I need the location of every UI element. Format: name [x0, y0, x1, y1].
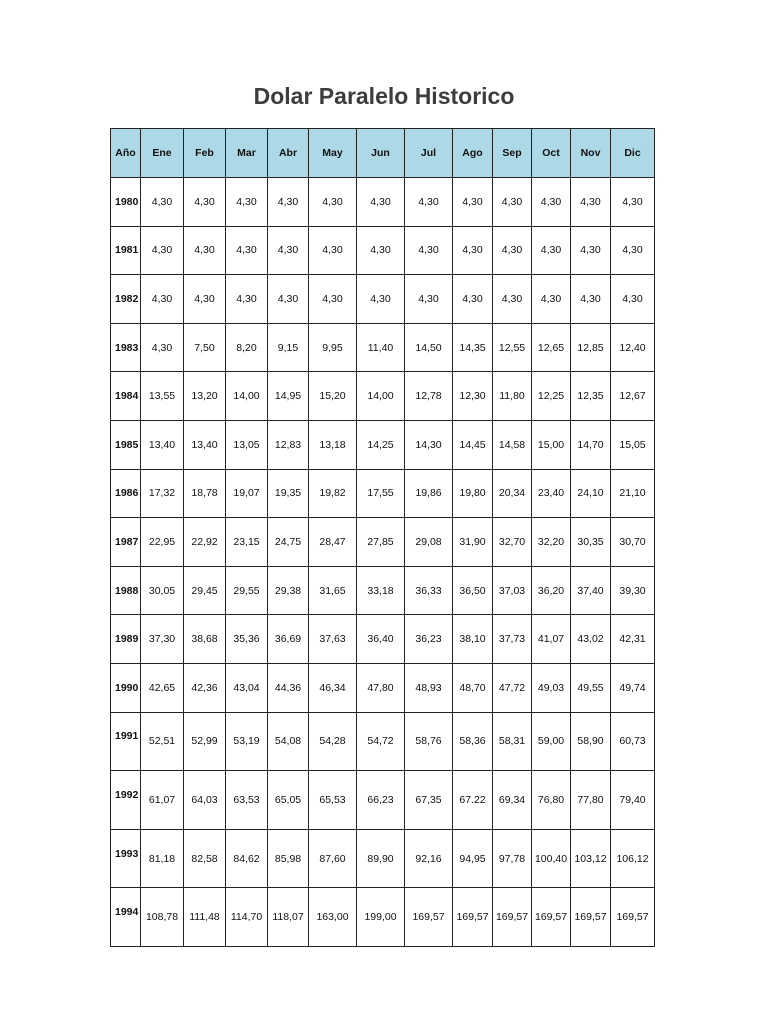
column-header-month: Dic [611, 129, 655, 178]
rate-cell: 46,34 [309, 663, 357, 712]
rate-cell: 4,30 [611, 178, 655, 227]
page-title: Dolar Paralelo Historico [253, 83, 515, 109]
rate-cell: 106,12 [611, 829, 655, 888]
rate-cell: 4,30 [309, 226, 357, 275]
rate-cell: 4,30 [226, 178, 268, 227]
rate-cell: 15,05 [611, 420, 655, 469]
rate-cell: 65,53 [309, 771, 357, 830]
rate-cell: 14,25 [357, 420, 405, 469]
rate-cell: 67,35 [405, 771, 453, 830]
rate-cell: 17,32 [141, 469, 184, 518]
rate-cell: 37,40 [571, 566, 611, 615]
year-cell: 1980 [111, 178, 141, 227]
rate-cell: 4,30 [532, 275, 571, 324]
rate-cell: 29,45 [184, 566, 226, 615]
rate-cell: 14,35 [453, 323, 493, 372]
rate-cell: 12,25 [532, 372, 571, 421]
year-cell: 1984 [111, 372, 141, 421]
rate-cell: 169,57 [405, 888, 453, 947]
rate-cell: 27,85 [357, 518, 405, 567]
table-row [111, 226, 655, 275]
rate-cell: 49,03 [532, 663, 571, 712]
rate-cell: 12,55 [493, 323, 532, 372]
rate-cell: 14,70 [571, 420, 611, 469]
column-header-month: May [309, 129, 357, 178]
rate-cell: 14,95 [268, 372, 309, 421]
rate-cell: 69,34 [493, 771, 532, 830]
table-row [111, 178, 655, 227]
rate-cell: 14,45 [453, 420, 493, 469]
rate-cell: 12,35 [571, 372, 611, 421]
rate-cell: 4,30 [357, 275, 405, 324]
rate-cell: 39,30 [611, 566, 655, 615]
rate-cell: 13,40 [141, 420, 184, 469]
rate-cell: 14,50 [405, 323, 453, 372]
rate-cell: 15,20 [309, 372, 357, 421]
year-cell: 1992 [111, 771, 141, 830]
rate-cell: 12,40 [611, 323, 655, 372]
rate-cell: 54,72 [357, 712, 405, 771]
rate-cell: 29,08 [405, 518, 453, 567]
rate-cell: 24,75 [268, 518, 309, 567]
rate-cell: 24,10 [571, 469, 611, 518]
rate-cell: 29,55 [226, 566, 268, 615]
rate-cell: 23,15 [226, 518, 268, 567]
rate-cell: 77,80 [571, 771, 611, 830]
rate-cell: 108,78 [141, 888, 184, 947]
rate-cell: 100,40 [532, 829, 571, 888]
year-cell: 1983 [111, 323, 141, 372]
rate-cell: 7,50 [184, 323, 226, 372]
rate-cell: 54,28 [309, 712, 357, 771]
rate-cell: 13,20 [184, 372, 226, 421]
table-row [111, 888, 655, 947]
rate-cell: 4,30 [309, 275, 357, 324]
rate-cell: 118,07 [268, 888, 309, 947]
year-cell: 1994 [111, 888, 141, 947]
rate-cell: 58,31 [493, 712, 532, 771]
rate-cell: 4,30 [268, 275, 309, 324]
rate-cell: 4,30 [571, 226, 611, 275]
rate-cell: 31,90 [453, 518, 493, 567]
rate-cell: 82,58 [184, 829, 226, 888]
rate-cell: 4,30 [493, 275, 532, 324]
rate-cell: 13,18 [309, 420, 357, 469]
rate-cell: 4,30 [493, 178, 532, 227]
rate-cell: 4,30 [453, 275, 493, 324]
table-row [111, 372, 655, 421]
exchange-rate-table [110, 128, 655, 947]
rate-cell: 12,67 [611, 372, 655, 421]
column-header-month: Feb [184, 129, 226, 178]
year-cell: 1987 [111, 518, 141, 567]
rate-cell: 4,30 [226, 226, 268, 275]
rate-cell: 4,30 [184, 178, 226, 227]
rate-cell: 58,90 [571, 712, 611, 771]
rate-cell: 14,58 [493, 420, 532, 469]
rate-cell: 37,03 [493, 566, 532, 615]
rate-cell: 44,36 [268, 663, 309, 712]
rate-cell: 4,30 [184, 226, 226, 275]
rate-cell: 36,40 [357, 615, 405, 664]
rate-cell: 12,83 [268, 420, 309, 469]
rate-cell: 59,00 [532, 712, 571, 771]
rate-cell: 4,30 [141, 226, 184, 275]
rate-cell: 64,03 [184, 771, 226, 830]
rate-cell: 4,30 [532, 178, 571, 227]
rate-cell: 169,57 [532, 888, 571, 947]
rate-cell: 4,30 [141, 275, 184, 324]
rate-cell: 42,36 [184, 663, 226, 712]
rate-cell: 169,57 [571, 888, 611, 947]
rate-cell: 19,86 [405, 469, 453, 518]
rate-cell: 199,00 [357, 888, 405, 947]
column-header-month: Abr [268, 129, 309, 178]
year-cell: 1993 [111, 829, 141, 888]
table-row [111, 469, 655, 518]
rate-cell: 67.22 [453, 771, 493, 830]
rate-cell: 169,57 [453, 888, 493, 947]
rate-cell: 14,00 [226, 372, 268, 421]
rate-cell: 47,80 [357, 663, 405, 712]
rate-cell: 4,30 [357, 226, 405, 275]
rate-cell: 49,55 [571, 663, 611, 712]
rate-cell: 13,55 [141, 372, 184, 421]
column-header-year: Año [111, 129, 141, 178]
rate-cell: 4,30 [571, 275, 611, 324]
rate-cell: 37,73 [493, 615, 532, 664]
rate-cell: 37,63 [309, 615, 357, 664]
column-header-month: Ago [453, 129, 493, 178]
rate-cell: 38,68 [184, 615, 226, 664]
rate-cell: 169,57 [611, 888, 655, 947]
rate-cell: 12,78 [405, 372, 453, 421]
rate-cell: 14,30 [405, 420, 453, 469]
rate-cell: 36,23 [405, 615, 453, 664]
rate-cell: 163,00 [309, 888, 357, 947]
column-header-month: Oct [532, 129, 571, 178]
rate-cell: 36,33 [405, 566, 453, 615]
rate-cell: 65,05 [268, 771, 309, 830]
rate-cell: 12,65 [532, 323, 571, 372]
rate-cell: 4,30 [405, 178, 453, 227]
rate-cell: 4,30 [405, 275, 453, 324]
rate-cell: 9,95 [309, 323, 357, 372]
rate-cell: 38,10 [453, 615, 493, 664]
rate-cell: 4,30 [184, 275, 226, 324]
rate-cell: 103,12 [571, 829, 611, 888]
year-cell: 1991 [111, 712, 141, 771]
rate-cell: 53,19 [226, 712, 268, 771]
rate-cell: 4,30 [226, 275, 268, 324]
rate-cell: 79,40 [611, 771, 655, 830]
rate-cell: 30,05 [141, 566, 184, 615]
table-row [111, 420, 655, 469]
year-cell: 1982 [111, 275, 141, 324]
rate-cell: 92,16 [405, 829, 453, 888]
rate-cell: 11,40 [357, 323, 405, 372]
rate-cell: 37,30 [141, 615, 184, 664]
rate-cell: 43,02 [571, 615, 611, 664]
rate-cell: 4,30 [357, 178, 405, 227]
column-header-month: Mar [226, 129, 268, 178]
rate-cell: 4,30 [453, 178, 493, 227]
rate-cell: 42,65 [141, 663, 184, 712]
rate-cell: 42,31 [611, 615, 655, 664]
rate-cell: 32,70 [493, 518, 532, 567]
rate-cell: 19,82 [309, 469, 357, 518]
year-cell: 1988 [111, 566, 141, 615]
column-header-month: Jun [357, 129, 405, 178]
rate-cell: 20,34 [493, 469, 532, 518]
year-cell: 1986 [111, 469, 141, 518]
rate-cell: 52,51 [141, 712, 184, 771]
year-cell: 1981 [111, 226, 141, 275]
rate-cell: 48,70 [453, 663, 493, 712]
rate-cell: 94,95 [453, 829, 493, 888]
rate-cell: 81,18 [141, 829, 184, 888]
rate-cell: 19,80 [453, 469, 493, 518]
rate-cell: 35,36 [226, 615, 268, 664]
rate-cell: 4,30 [571, 178, 611, 227]
rate-cell: 47,72 [493, 663, 532, 712]
rate-cell: 4,30 [141, 323, 184, 372]
rate-cell: 13,40 [184, 420, 226, 469]
table-row [111, 829, 655, 888]
rate-cell: 17,55 [357, 469, 405, 518]
rate-cell: 4,30 [405, 226, 453, 275]
rate-cell: 15,00 [532, 420, 571, 469]
rate-cell: 87,60 [309, 829, 357, 888]
rate-cell: 9,15 [268, 323, 309, 372]
rate-cell: 61,07 [141, 771, 184, 830]
rate-cell: 12,30 [453, 372, 493, 421]
column-header-month: Ene [141, 129, 184, 178]
rate-cell: 30,70 [611, 518, 655, 567]
table-row [111, 566, 655, 615]
rate-cell: 48,93 [405, 663, 453, 712]
rate-cell: 60,73 [611, 712, 655, 771]
rate-cell: 36,20 [532, 566, 571, 615]
rate-cell: 8,20 [226, 323, 268, 372]
table-row [111, 712, 655, 771]
rate-cell: 4,30 [611, 226, 655, 275]
year-cell: 1985 [111, 420, 141, 469]
rate-cell: 11,80 [493, 372, 532, 421]
rate-cell: 4,30 [453, 226, 493, 275]
rate-cell: 85,98 [268, 829, 309, 888]
rate-cell: 58,36 [453, 712, 493, 771]
rate-cell: 84,62 [226, 829, 268, 888]
rate-cell: 33,18 [357, 566, 405, 615]
rate-cell: 21,10 [611, 469, 655, 518]
rate-cell: 4,30 [141, 178, 184, 227]
rate-cell: 114,70 [226, 888, 268, 947]
rate-cell: 29,38 [268, 566, 309, 615]
rate-cell: 12,85 [571, 323, 611, 372]
rate-cell: 30,35 [571, 518, 611, 567]
rate-cell: 58,76 [405, 712, 453, 771]
rate-cell: 4,30 [309, 178, 357, 227]
column-header-month: Nov [571, 129, 611, 178]
rate-cell: 19,35 [268, 469, 309, 518]
rate-cell: 111,48 [184, 888, 226, 947]
rate-cell: 18,78 [184, 469, 226, 518]
rate-cell: 19,07 [226, 469, 268, 518]
rate-cell: 36,50 [453, 566, 493, 615]
rate-cell: 23,40 [532, 469, 571, 518]
rate-cell: 97,78 [493, 829, 532, 888]
rate-cell: 4,30 [268, 178, 309, 227]
rate-cell: 89,90 [357, 829, 405, 888]
rate-cell: 14,00 [357, 372, 405, 421]
rate-cell: 76,80 [532, 771, 571, 830]
rate-cell: 63,53 [226, 771, 268, 830]
table-row [111, 663, 655, 712]
rate-cell: 32,20 [532, 518, 571, 567]
column-header-month: Jul [405, 129, 453, 178]
table-row [111, 615, 655, 664]
table-header-row [111, 129, 655, 178]
rate-cell: 4,30 [611, 275, 655, 324]
rate-cell: 4,30 [532, 226, 571, 275]
rate-cell: 66,23 [357, 771, 405, 830]
year-cell: 1990 [111, 663, 141, 712]
table-row [111, 771, 655, 830]
rate-cell: 41,07 [532, 615, 571, 664]
rate-cell: 43,04 [226, 663, 268, 712]
table-row [111, 275, 655, 324]
rate-cell: 22,92 [184, 518, 226, 567]
rate-cell: 31,65 [309, 566, 357, 615]
rate-cell: 52,99 [184, 712, 226, 771]
rate-cell: 13,05 [226, 420, 268, 469]
rate-cell: 22,95 [141, 518, 184, 567]
table-row [111, 518, 655, 567]
table-row [111, 323, 655, 372]
year-cell: 1989 [111, 615, 141, 664]
rate-cell: 54,08 [268, 712, 309, 771]
column-header-month: Sep [493, 129, 532, 178]
rate-cell: 49,74 [611, 663, 655, 712]
rate-cell: 36,69 [268, 615, 309, 664]
rate-cell: 169,57 [493, 888, 532, 947]
rate-cell: 4,30 [268, 226, 309, 275]
rate-cell: 4,30 [493, 226, 532, 275]
rate-cell: 28,47 [309, 518, 357, 567]
